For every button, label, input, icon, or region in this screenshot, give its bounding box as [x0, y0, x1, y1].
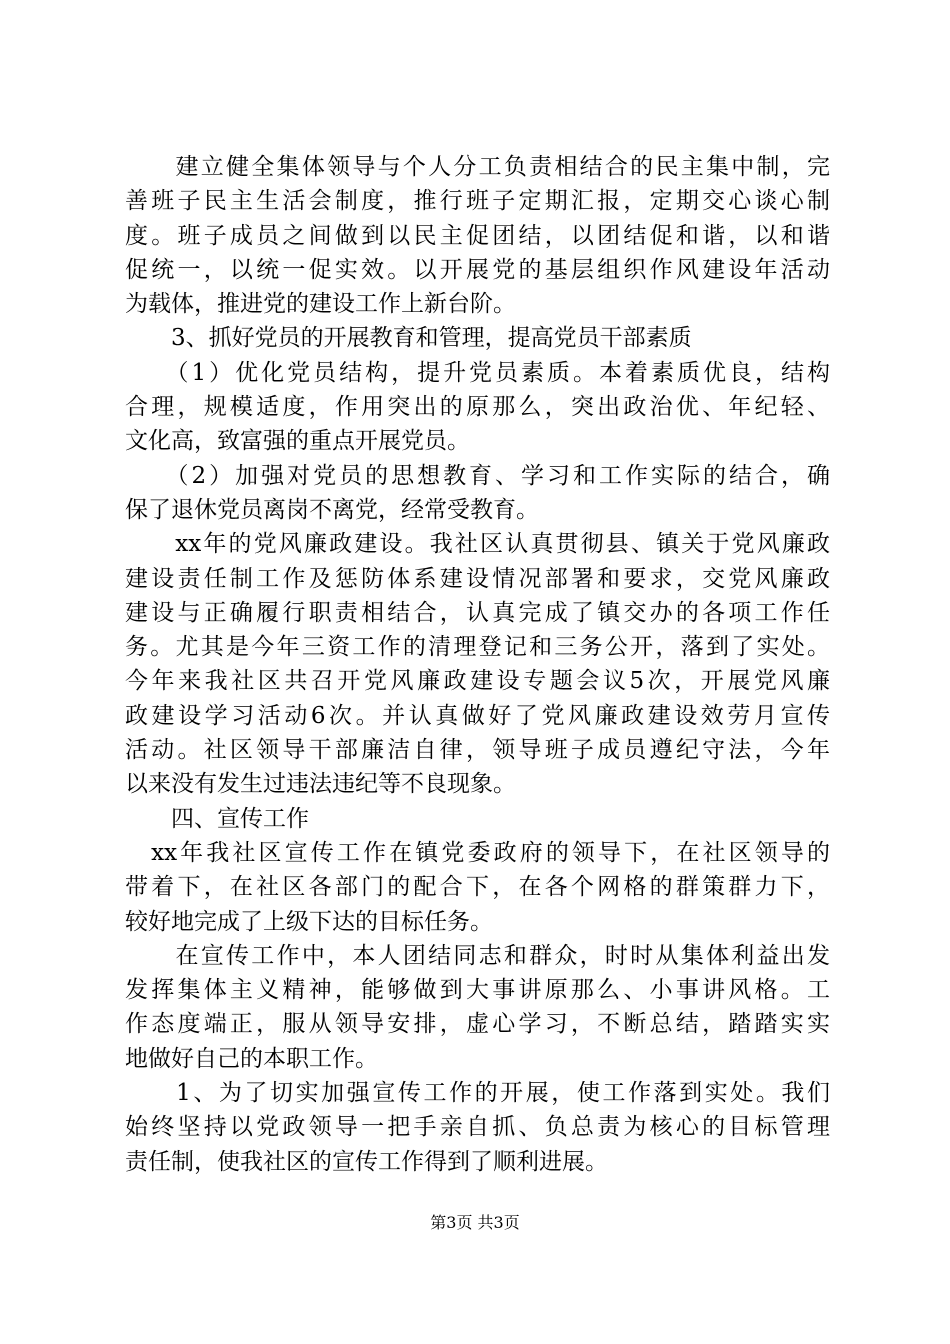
text-line: 政建设学习活动6次。并认真做好了党风廉政建设效劳月宣传	[125, 702, 830, 729]
text-line: 活动。社区领导干部廉洁自律，领导班子成员遵纪守法，今年	[125, 737, 830, 764]
text-line: 带着下，在社区各部门的配合下，在各个网格的群策群力下，	[125, 874, 830, 901]
text-line: 1、为了切实加强宣传工作的开展，使工作落到实处。我们	[125, 1080, 830, 1107]
text-line: 保了退休党员离岗不离党，经常受教育。	[125, 496, 539, 523]
text-line: （2）加强对党员的思想教育、学习和工作实际的结合，确	[125, 462, 830, 489]
text-line: 始终坚持以党政领导一把手亲自抓、负总责为核心的目标管理	[125, 1114, 830, 1141]
text-line: xx年的党风廉政建设。我社区认真贯彻县、镇关于党风廉政	[125, 531, 830, 558]
text-line: 责任制，使我社区的宣传工作得到了顺利进展。	[125, 1148, 608, 1175]
text-line: 促统一，以统一促实效。以开展党的基层组织作风建设年活动	[125, 256, 830, 283]
text-line: xx年我社区宣传工作在镇党委政府的领导下，在社区领导的	[125, 839, 830, 866]
text-line: 发挥集体主义精神，能够做到大事讲原那么、小事讲风格。工	[125, 977, 830, 1004]
section-heading: 3、抓好党员的开展教育和管理，提高党员干部素质	[125, 325, 692, 352]
document-body	[125, 150, 830, 1179]
section-heading: 四、宣传工作	[125, 805, 309, 832]
text-line: （1）优化党员结构，提升党员素质。本着素质优良，结构	[125, 359, 830, 386]
text-line: 善班子民主生活会制度，推行班子定期汇报，定期交心谈心制	[125, 188, 830, 215]
text-line: 以来没有发生过违法违纪等不良现象。	[125, 771, 516, 798]
text-line: 文化高，致富强的重点开展党员。	[125, 428, 470, 455]
text-line: 度。班子成员之间做到以民主促团结，以团结促和谐，以和谐	[125, 222, 830, 249]
text-line: 务。尤其是今年三资工作的清理登记和三务公开，落到了实处。	[125, 634, 830, 661]
text-line: 今年来我社区共召开党风廉政建设专题会议5次，开展党风廉	[125, 668, 830, 695]
page-footer: 第3页 共3页	[430, 1213, 520, 1232]
text-line: 为载体，推进党的建设工作上新台阶。	[125, 291, 516, 318]
text-line: 建设责任制工作及惩防体系建设情况部署和要求，交党风廉政	[125, 565, 830, 592]
text-line: 建设与正确履行职责相结合，认真完成了镇交办的各项工作任	[125, 599, 830, 626]
text-line: 建立健全集体领导与个人分工负责相结合的民主集中制，完	[125, 154, 830, 180]
text-line: 作态度端正，服从领导安排，虚心学习，不断总结，踏踏实实	[125, 1011, 830, 1038]
text-line: 较好地完成了上级下达的目标任务。	[125, 908, 493, 935]
text-line: 合理，规模适度，作用突出的原那么，突出政治优、年纪轻、	[125, 394, 830, 421]
text-line: 地做好自己的本职工作。	[125, 1045, 378, 1072]
text-line: 在宣传工作中，本人团结同志和群众，时时从集体利益出发	[125, 942, 830, 969]
